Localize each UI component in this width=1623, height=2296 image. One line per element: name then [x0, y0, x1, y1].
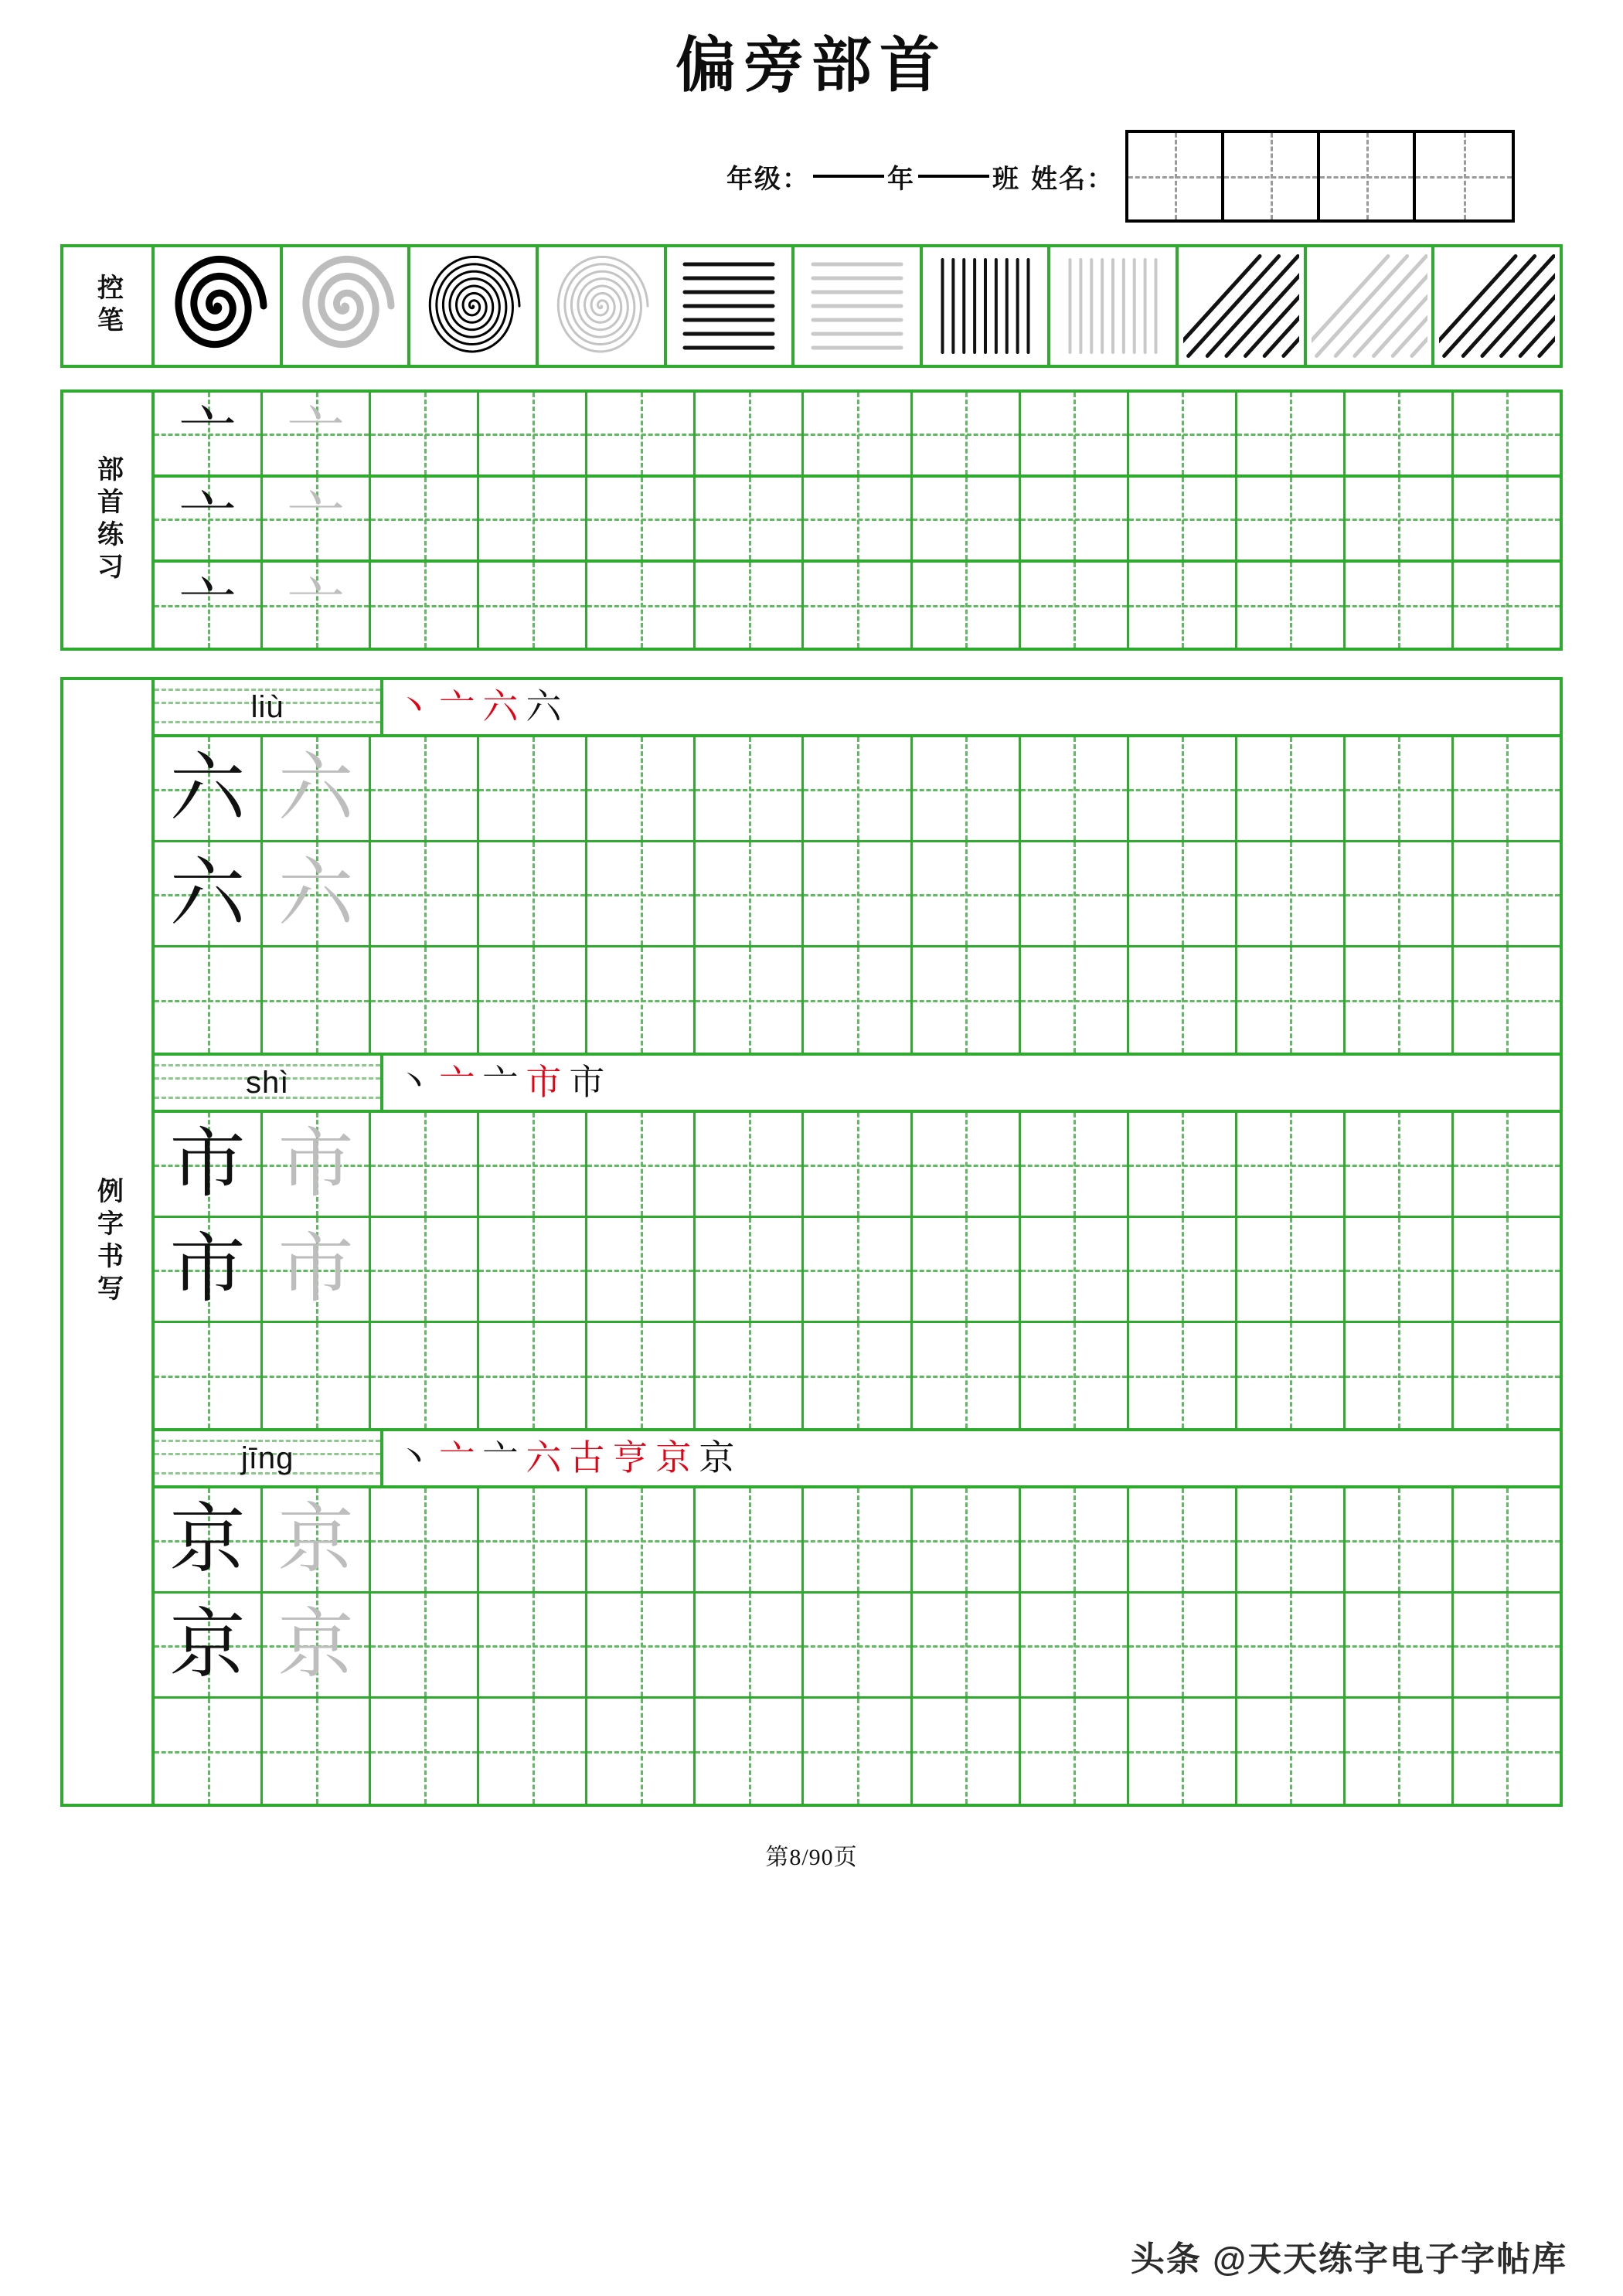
example-writing-label: 例字书写 [93, 1177, 122, 1307]
example-practice-cell[interactable] [371, 947, 479, 1053]
stroke-step-4: 市 [526, 1063, 562, 1102]
example-practice-cell[interactable] [804, 1594, 912, 1696]
example-practice-cell[interactable] [1454, 737, 1560, 840]
example-practice-cell[interactable] [1237, 1218, 1346, 1321]
example-practice-cell[interactable] [1237, 1323, 1346, 1428]
example-practice-cell[interactable] [1021, 1699, 1129, 1804]
radical-model-glyph: 亠 [179, 573, 236, 637]
radical-cell[interactable] [1346, 563, 1454, 648]
pinyin-cell[interactable] [155, 1056, 383, 1110]
example-practice-cell[interactable] [1237, 947, 1346, 1053]
example-practice-cell[interactable] [1454, 947, 1560, 1053]
example-trace-glyph: 六 [277, 747, 354, 831]
example-practice-cell[interactable] [1454, 842, 1560, 945]
example-practice-row [155, 1218, 1560, 1323]
pinyin-text: shì [245, 1065, 290, 1100]
example-practice-cell[interactable] [1237, 1594, 1346, 1696]
radical-cell[interactable] [479, 478, 587, 560]
stroke-step-3: 亠 [482, 1438, 519, 1478]
radical-cell[interactable] [479, 393, 587, 475]
example-practice-cell[interactable] [1237, 1488, 1346, 1591]
radical-cell[interactable] [1129, 563, 1237, 648]
pinyin-stroke-row [155, 1431, 1560, 1488]
example-practice-cell[interactable] [587, 1218, 696, 1321]
radical-cell[interactable] [155, 393, 263, 475]
student-info-row [0, 130, 1623, 223]
example-practice-cell[interactable] [155, 1218, 263, 1321]
radical-cell[interactable] [263, 478, 371, 560]
example-practice-cell[interactable] [696, 1594, 804, 1696]
example-practice-cell[interactable] [696, 947, 804, 1053]
stroke-order-sequence [383, 1431, 1560, 1485]
example-char-block-六 [155, 680, 1560, 1056]
stroke-order-sequence [383, 680, 1560, 734]
example-practice-cell[interactable] [263, 1699, 371, 1804]
name-label: 姓名： [1031, 165, 1114, 194]
example-practice-cell[interactable] [1346, 1113, 1454, 1216]
example-practice-cell[interactable] [263, 1113, 371, 1216]
example-practice-cell[interactable] [1237, 842, 1346, 945]
example-practice-cell[interactable] [155, 842, 263, 945]
radical-cell[interactable] [1021, 393, 1129, 475]
example-practice-cell[interactable] [1021, 947, 1129, 1053]
example-practice-cell[interactable] [913, 1488, 1021, 1591]
pen-control-label-cell [63, 247, 155, 365]
pinyin-text: liù [250, 689, 284, 724]
pen-control-spiral-tight-light[interactable] [539, 247, 667, 365]
radical-cell[interactable] [1021, 563, 1129, 648]
class-unit: 班 [992, 165, 1020, 194]
example-practice-cell[interactable] [371, 842, 479, 945]
horizontal-light-icon [799, 248, 915, 364]
example-practice-cell[interactable] [696, 842, 804, 945]
example-practice-cell[interactable] [1129, 1594, 1237, 1696]
example-practice-cell[interactable] [1454, 1323, 1560, 1428]
example-label-cell [63, 680, 155, 1804]
example-practice-cell[interactable] [371, 1113, 479, 1216]
example-model-glyph: 市 [169, 1122, 246, 1206]
example-practice-cell[interactable] [263, 842, 371, 945]
radical-cell[interactable] [587, 478, 696, 560]
diagonal-dark-2-icon [1439, 248, 1555, 364]
example-practice-cell[interactable] [1129, 1113, 1237, 1216]
radical-cell[interactable] [587, 563, 696, 648]
stroke-step-4: 六 [526, 1438, 562, 1478]
radical-cell[interactable] [696, 393, 804, 475]
example-practice-cell[interactable] [587, 737, 696, 840]
pen-control-spiral-round-light[interactable] [283, 247, 411, 365]
example-practice-cell[interactable] [1454, 1113, 1560, 1216]
radical-practice-label: 部首练习 [93, 455, 122, 585]
stroke-step-4: 六 [526, 687, 562, 726]
spiral-round-dark-icon [159, 248, 275, 364]
radical-practice-section [60, 389, 1563, 651]
example-practice-cell[interactable] [913, 737, 1021, 840]
radical-cell[interactable] [263, 393, 371, 475]
diagonal-light-icon [1312, 248, 1427, 364]
spiral-round-light-icon [287, 248, 403, 364]
example-practice-cell[interactable] [1129, 1488, 1237, 1591]
pen-control-vertical-dark[interactable] [923, 247, 1051, 365]
stroke-step-1: 丶 [396, 687, 432, 726]
stroke-step-6: 亨 [612, 1438, 648, 1478]
radical-cell[interactable] [1021, 478, 1129, 560]
example-practice-cell[interactable] [1346, 1488, 1454, 1591]
radical-cell[interactable] [1237, 563, 1346, 648]
example-practice-cell[interactable] [696, 1699, 804, 1804]
pen-control-diagonal-light[interactable] [1307, 247, 1435, 365]
example-practice-cell[interactable] [371, 1488, 479, 1591]
pen-control-spiral-round-dark[interactable] [155, 247, 283, 365]
example-practice-cell[interactable] [804, 1218, 912, 1321]
example-practice-cell[interactable] [1454, 1699, 1560, 1804]
example-practice-cell[interactable] [587, 1594, 696, 1696]
example-practice-cell[interactable] [1021, 1113, 1129, 1216]
example-practice-cell[interactable] [804, 1488, 912, 1591]
example-practice-cell[interactable] [1021, 842, 1129, 945]
example-practice-cell[interactable] [587, 1113, 696, 1216]
page-title: 偏旁部首 [675, 32, 948, 99]
example-practice-cell[interactable] [1129, 947, 1237, 1053]
example-practice-cell[interactable] [913, 1113, 1021, 1216]
example-practice-cell[interactable] [155, 947, 263, 1053]
example-practice-cell[interactable] [1346, 1323, 1454, 1428]
radical-cell[interactable] [1129, 478, 1237, 560]
example-practice-cell[interactable] [1021, 1218, 1129, 1321]
example-practice-cell[interactable] [804, 842, 912, 945]
example-practice-cell[interactable] [155, 1488, 263, 1591]
radical-cell[interactable] [371, 563, 479, 648]
radical-cell[interactable] [1454, 563, 1560, 648]
radical-row [155, 563, 1560, 648]
radical-cell[interactable] [1454, 478, 1560, 560]
example-practice-cell[interactable] [1021, 737, 1129, 840]
grade-label: 年级： [726, 165, 810, 194]
example-practice-cell[interactable] [696, 1323, 804, 1428]
radical-cell[interactable] [155, 478, 263, 560]
example-model-glyph: 六 [169, 747, 246, 831]
example-practice-row [155, 1323, 1560, 1428]
pen-control-label: 控笔 [93, 274, 122, 338]
stroke-step-1: 丶 [396, 1438, 432, 1478]
pinyin-stroke-row [155, 1056, 1560, 1113]
pinyin-stroke-row [155, 680, 1560, 737]
example-model-glyph: 京 [169, 1603, 246, 1687]
example-practice-cell[interactable] [696, 1488, 804, 1591]
pen-control-spiral-tight-dark[interactable] [410, 247, 539, 365]
pinyin-cell[interactable] [155, 680, 383, 734]
example-practice-cell[interactable] [913, 1594, 1021, 1696]
name-boxes [1125, 130, 1515, 223]
example-practice-cell[interactable] [263, 1488, 371, 1591]
example-practice-cell[interactable] [263, 947, 371, 1053]
radical-cell[interactable] [1454, 393, 1560, 475]
example-practice-cell[interactable] [371, 1699, 479, 1804]
radical-cell[interactable] [913, 478, 1021, 560]
radical-cell[interactable] [155, 563, 263, 648]
example-practice-cell[interactable] [804, 947, 912, 1053]
name-box[interactable] [1128, 133, 1224, 219]
example-practice-row [155, 842, 1560, 947]
radical-cell[interactable] [1237, 478, 1346, 560]
stroke-step-2: 亠 [439, 687, 475, 726]
example-model-glyph: 市 [169, 1227, 246, 1311]
example-practice-row [155, 947, 1560, 1053]
example-practice-cell[interactable] [1454, 1488, 1560, 1591]
example-practice-row [155, 737, 1560, 842]
radical-cell[interactable] [1346, 478, 1454, 560]
vertical-dark-icon [927, 248, 1043, 364]
radical-trace-glyph: 亠 [287, 402, 345, 465]
example-practice-cell[interactable] [1454, 1218, 1560, 1321]
radical-cell[interactable] [1237, 393, 1346, 475]
example-practice-cell[interactable] [479, 1594, 587, 1696]
example-trace-glyph: 京 [277, 1603, 354, 1687]
example-practice-cell[interactable] [1129, 842, 1237, 945]
example-practice-cell[interactable] [479, 1488, 587, 1591]
radical-trace-glyph: 亠 [287, 487, 345, 550]
diagonal-dark-icon [1183, 248, 1299, 364]
example-practice-cell[interactable] [913, 1218, 1021, 1321]
example-practice-cell[interactable] [479, 842, 587, 945]
example-practice-cell[interactable] [1129, 1323, 1237, 1428]
name-box[interactable] [1416, 133, 1512, 219]
pen-control-horizontal-light[interactable] [794, 247, 923, 365]
stroke-step-5: 市 [569, 1063, 605, 1102]
example-practice-cell[interactable] [155, 737, 263, 840]
example-trace-glyph: 市 [277, 1122, 354, 1206]
example-practice-cell[interactable] [1346, 947, 1454, 1053]
radical-cell[interactable] [913, 563, 1021, 648]
pen-control-section [60, 244, 1563, 368]
example-practice-cell[interactable] [155, 1113, 263, 1216]
stroke-step-1: 丶 [396, 1063, 432, 1102]
example-blocks [155, 680, 1560, 1804]
example-practice-cell[interactable] [371, 1323, 479, 1428]
example-practice-cell[interactable] [479, 947, 587, 1053]
example-trace-glyph: 市 [277, 1227, 354, 1311]
stroke-step-2: 亠 [439, 1063, 475, 1102]
example-practice-cell[interactable] [1021, 1488, 1129, 1591]
radical-cell[interactable] [371, 393, 479, 475]
radical-cell[interactable] [804, 393, 912, 475]
example-practice-cell[interactable] [1129, 737, 1237, 840]
grade-blank[interactable] [813, 175, 884, 178]
example-practice-row [155, 1699, 1560, 1804]
grade-unit: 年 [887, 165, 915, 194]
page-number: 第8/90页 [765, 1845, 858, 1870]
example-model-glyph: 京 [169, 1498, 246, 1582]
example-practice-cell[interactable] [587, 1488, 696, 1591]
example-practice-cell[interactable] [587, 842, 696, 945]
example-writing-section [60, 677, 1563, 1807]
example-practice-cell[interactable] [696, 1218, 804, 1321]
pen-control-horizontal-dark[interactable] [667, 247, 795, 365]
example-practice-cell[interactable] [913, 842, 1021, 945]
example-practice-cell[interactable] [587, 947, 696, 1053]
example-model-glyph: 六 [169, 852, 246, 936]
example-practice-cell[interactable] [913, 1699, 1021, 1804]
spiral-tight-light-icon [543, 248, 659, 364]
example-practice-cell[interactable] [696, 737, 804, 840]
pen-control-vertical-light[interactable] [1050, 247, 1179, 365]
radical-row [155, 478, 1560, 563]
example-trace-glyph: 六 [277, 852, 354, 936]
radical-cell[interactable] [1129, 393, 1237, 475]
vertical-light-icon [1055, 248, 1171, 364]
horizontal-dark-icon [671, 248, 787, 364]
example-practice-cell[interactable] [479, 1323, 587, 1428]
radical-cell[interactable] [587, 393, 696, 475]
pinyin-text: jīng [240, 1441, 294, 1475]
example-practice-cell[interactable] [913, 947, 1021, 1053]
example-practice-cell[interactable] [155, 1594, 263, 1696]
radical-cell[interactable] [696, 478, 804, 560]
example-practice-cell[interactable] [1346, 737, 1454, 840]
spiral-tight-dark-icon [415, 248, 531, 364]
example-practice-cell[interactable] [479, 1699, 587, 1804]
example-practice-cell[interactable] [371, 1218, 479, 1321]
radical-trace-glyph: 亠 [287, 573, 345, 637]
radical-model-glyph: 亠 [179, 402, 236, 465]
example-practice-cell[interactable] [804, 737, 912, 840]
example-practice-cell[interactable] [1346, 842, 1454, 945]
example-practice-cell[interactable] [1129, 1218, 1237, 1321]
class-blank[interactable] [918, 175, 989, 178]
name-box[interactable] [1224, 133, 1320, 219]
watermark: 头条 @天天练字电子字帖库 [1130, 2240, 1567, 2278]
example-practice-cell[interactable] [587, 1323, 696, 1428]
radical-cell[interactable] [804, 478, 912, 560]
example-practice-cell[interactable] [804, 1323, 912, 1428]
example-practice-cell[interactable] [1346, 1699, 1454, 1804]
name-box[interactable] [1320, 133, 1416, 219]
radical-cell[interactable] [913, 393, 1021, 475]
radical-cell[interactable] [371, 478, 479, 560]
example-practice-cell[interactable] [155, 1699, 263, 1804]
example-practice-cell[interactable] [804, 1113, 912, 1216]
example-practice-cell[interactable] [263, 1594, 371, 1696]
example-practice-cell[interactable] [587, 1699, 696, 1804]
example-practice-cell[interactable] [1237, 737, 1346, 840]
example-practice-cell[interactable] [1237, 1113, 1346, 1216]
example-practice-cell[interactable] [263, 1218, 371, 1321]
radical-cell[interactable] [804, 563, 912, 648]
example-char-block-市 [155, 1056, 1560, 1431]
example-practice-cell[interactable] [1346, 1218, 1454, 1321]
stroke-order-sequence [383, 1056, 1560, 1110]
example-practice-cell[interactable] [263, 1323, 371, 1428]
radical-rows [155, 393, 1560, 648]
example-char-block-京 [155, 1431, 1560, 1804]
example-practice-cell[interactable] [371, 737, 479, 840]
example-practice-cell[interactable] [155, 1323, 263, 1428]
pen-control-diagonal-dark[interactable] [1179, 247, 1307, 365]
radical-model-glyph: 亠 [179, 487, 236, 550]
example-practice-cell[interactable] [479, 1113, 587, 1216]
radical-cell[interactable] [696, 563, 804, 648]
example-practice-cell[interactable] [479, 737, 587, 840]
example-practice-row [155, 1594, 1560, 1699]
pen-control-diagonal-dark-2[interactable] [1434, 247, 1560, 365]
example-trace-glyph: 京 [277, 1498, 354, 1582]
example-practice-cell[interactable] [1454, 1594, 1560, 1696]
example-practice-cell[interactable] [1021, 1323, 1129, 1428]
radical-label-cell [63, 393, 155, 648]
pinyin-cell[interactable] [155, 1431, 383, 1485]
stroke-step-2: 亠 [439, 1438, 475, 1478]
example-practice-cell[interactable] [1346, 1594, 1454, 1696]
example-practice-cell[interactable] [1021, 1594, 1129, 1696]
radical-cell[interactable] [479, 563, 587, 648]
example-practice-cell[interactable] [1237, 1699, 1346, 1804]
example-practice-cell[interactable] [696, 1113, 804, 1216]
example-practice-cell[interactable] [913, 1323, 1021, 1428]
example-practice-cell[interactable] [371, 1594, 479, 1696]
stroke-step-8: 京 [699, 1438, 735, 1478]
stroke-step-5: 古 [569, 1438, 605, 1478]
example-practice-row [155, 1113, 1560, 1218]
example-practice-cell[interactable] [263, 737, 371, 840]
example-practice-cell[interactable] [804, 1699, 912, 1804]
example-practice-row [155, 1488, 1560, 1594]
radical-row [155, 393, 1560, 478]
stroke-step-7: 京 [655, 1438, 692, 1478]
example-practice-cell[interactable] [479, 1218, 587, 1321]
stroke-step-3: 六 [482, 687, 519, 726]
radical-cell[interactable] [1346, 393, 1454, 475]
stroke-step-3: 亠 [482, 1063, 519, 1102]
example-practice-cell[interactable] [1129, 1699, 1237, 1804]
radical-cell[interactable] [263, 563, 371, 648]
